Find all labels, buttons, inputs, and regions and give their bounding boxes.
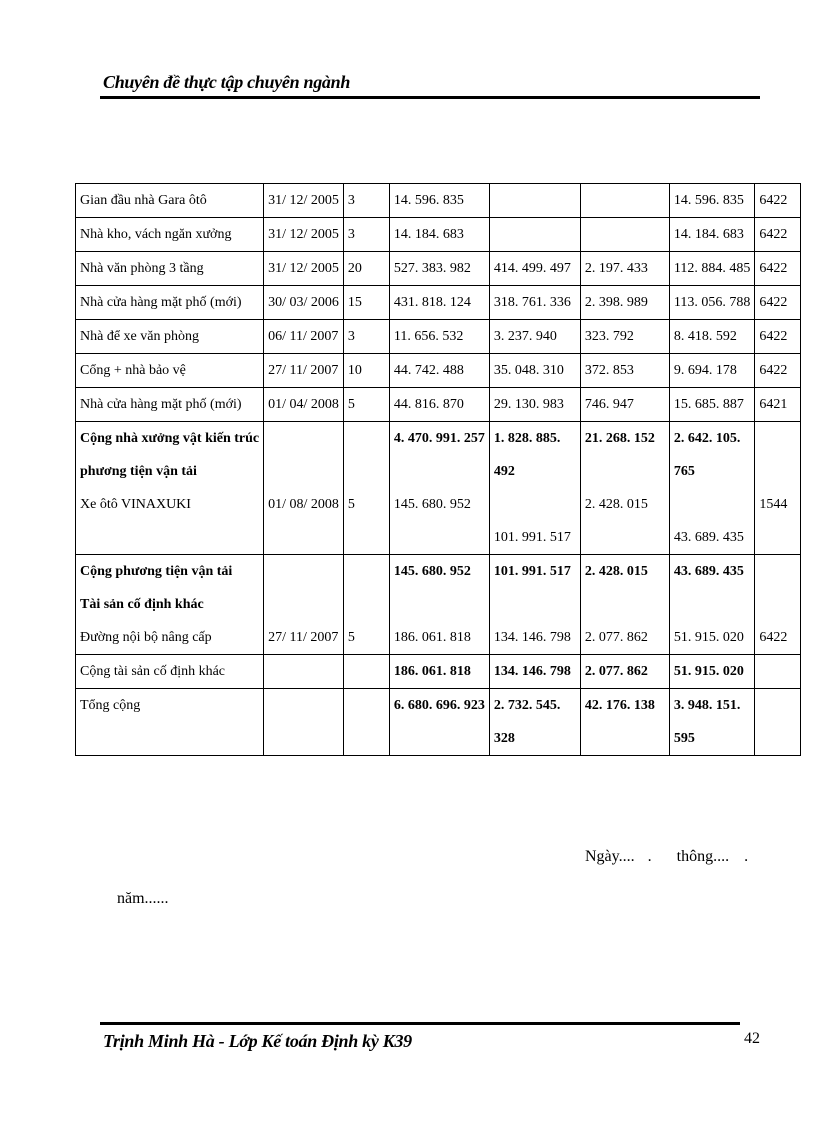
cell-line xyxy=(759,689,796,722)
cell-line xyxy=(674,588,750,621)
cell-line: Đường nội bộ nâng cấp xyxy=(80,630,212,645)
footer-rule xyxy=(100,1022,740,1025)
cell-line xyxy=(759,555,796,588)
cell-line: Cộng phương tiện vận tải xyxy=(80,564,233,579)
cell-line: 27/ 11/ 2007 xyxy=(268,363,339,378)
cell-remaining-value xyxy=(669,422,754,555)
cell-line xyxy=(585,218,665,251)
cell-original-cost xyxy=(389,354,489,388)
cell-asset-name xyxy=(76,286,264,320)
cell-line xyxy=(268,655,339,688)
cell-original-cost xyxy=(389,655,489,689)
cell-line: 29. 130. 983 xyxy=(493,397,564,412)
cell-asset-name xyxy=(76,354,264,388)
cell-accumulated-depreciation xyxy=(489,422,580,555)
cell-years xyxy=(343,354,389,388)
cell-line: Cộng nhà xưởng vật kiến trúc xyxy=(80,431,260,446)
cell-years xyxy=(343,555,389,655)
cell-line xyxy=(759,455,796,488)
table-row xyxy=(76,555,801,655)
signature-date-line xyxy=(585,848,759,866)
cell-line xyxy=(348,588,385,621)
cell-line: 101. 991. 517 xyxy=(493,530,571,545)
cell-monthly-depreciation xyxy=(580,388,669,422)
cell-line: 10 xyxy=(347,363,362,378)
cell-line xyxy=(585,588,665,621)
cell-account-code xyxy=(755,252,801,286)
cell-line: 328 xyxy=(493,731,515,746)
cell-line xyxy=(348,655,385,688)
cell-years xyxy=(343,184,389,218)
cell-line: 113. 056. 788 xyxy=(673,295,751,310)
cell-date xyxy=(264,555,344,655)
cell-remaining-value xyxy=(669,252,754,286)
cell-line xyxy=(494,588,576,621)
cell-line: 145. 680. 952 xyxy=(393,564,471,579)
cell-original-cost xyxy=(389,320,489,354)
cell-line: 3. 948. 151. xyxy=(673,698,741,713)
cell-line: 323. 792 xyxy=(584,329,634,344)
cell-line: Cộng tài sản cố định khác xyxy=(80,664,226,679)
cell-line: 2. 077. 862 xyxy=(584,664,648,679)
cell-line-empty xyxy=(394,722,485,755)
cell-line: 31/ 12/ 2005 xyxy=(268,193,339,208)
cell-remaining-value xyxy=(669,689,754,756)
cell-line: 14. 184. 683 xyxy=(673,227,744,242)
cell-asset-name xyxy=(76,218,264,252)
cell-line: 31/ 12/ 2005 xyxy=(268,261,339,276)
cell-date xyxy=(264,422,344,555)
cell-years xyxy=(343,218,389,252)
cell-line: 6. 680. 696. 923 xyxy=(393,698,485,713)
cell-years xyxy=(343,388,389,422)
cell-line: Tài sản cố định khác xyxy=(80,597,204,612)
table-row xyxy=(76,388,801,422)
cell-account-code xyxy=(755,422,801,555)
cell-line: 06/ 11/ 2007 xyxy=(268,329,339,344)
cell-line: 431. 818. 124 xyxy=(393,295,471,310)
cell-line: 2. 197. 433 xyxy=(584,261,648,276)
cell-line: 6422 xyxy=(759,193,788,208)
date-month-label: thông.... xyxy=(676,848,730,865)
cell-line: 11. 656. 532 xyxy=(393,329,464,344)
cell-monthly-depreciation xyxy=(580,354,669,388)
cell-line: 6422 xyxy=(759,630,788,645)
cell-line: 51. 915. 020 xyxy=(673,664,744,679)
cell-remaining-value xyxy=(669,555,754,655)
cell-date xyxy=(264,320,344,354)
cell-asset-name xyxy=(76,184,264,218)
cell-monthly-depreciation xyxy=(580,655,669,689)
cell-monthly-depreciation xyxy=(580,320,669,354)
cell-account-code xyxy=(755,388,801,422)
cell-line: Nhà để xe văn phòng xyxy=(80,329,199,344)
cell-line: 1. 828. 885. xyxy=(493,431,561,446)
cell-asset-name xyxy=(76,689,264,756)
cell-line: 2. 428. 015 xyxy=(584,497,648,512)
cell-line: 4. 470. 991. 257 xyxy=(393,431,485,446)
cell-account-code xyxy=(755,655,801,689)
cell-line: 414. 499. 497 xyxy=(493,261,571,276)
cell-asset-name xyxy=(76,555,264,655)
cell-line-empty xyxy=(268,722,339,755)
table-row xyxy=(76,286,801,320)
cell-line: 42. 176. 138 xyxy=(584,698,655,713)
cell-monthly-depreciation xyxy=(580,218,669,252)
cell-line: 6422 xyxy=(759,261,788,276)
cell-line: 2. 642. 105. xyxy=(673,431,741,446)
cell-line xyxy=(268,555,339,588)
cell-line: Nhà văn phòng 3 tầng xyxy=(80,261,204,276)
cell-line xyxy=(585,184,665,217)
cell-monthly-depreciation xyxy=(580,689,669,756)
cell-remaining-value xyxy=(669,286,754,320)
cell-monthly-depreciation xyxy=(580,555,669,655)
cell-line: Nhà kho, vách ngăn xưởng xyxy=(80,227,232,242)
cell-date xyxy=(264,218,344,252)
cell-accumulated-depreciation xyxy=(489,184,580,218)
cell-line: Cổng + nhà bảo vệ xyxy=(80,363,186,378)
cell-line-empty xyxy=(80,722,259,755)
cell-line xyxy=(759,588,796,621)
cell-account-code xyxy=(755,286,801,320)
cell-accumulated-depreciation xyxy=(489,320,580,354)
cell-line: 3. 237. 940 xyxy=(493,329,557,344)
cell-original-cost xyxy=(389,252,489,286)
cell-line: 6421 xyxy=(759,397,788,412)
cell-original-cost xyxy=(389,555,489,655)
cell-line xyxy=(348,555,385,588)
cell-line: 2. 428. 015 xyxy=(584,564,648,579)
cell-line: Xe ôtô VINAXUKI xyxy=(80,497,191,512)
cell-line: 43. 689. 435 xyxy=(673,564,744,579)
cell-line: 746. 947 xyxy=(584,397,634,412)
cell-line: phương tiện vận tải xyxy=(80,464,197,479)
cell-line xyxy=(268,422,339,455)
cell-line: 5 xyxy=(347,397,355,412)
page-number: 42 xyxy=(744,1030,760,1047)
cell-account-code xyxy=(755,218,801,252)
cell-asset-name xyxy=(76,422,264,555)
cell-years xyxy=(343,655,389,689)
cell-line: 186. 061. 818 xyxy=(393,664,471,679)
cell-original-cost xyxy=(389,689,489,756)
cell-line: 1544 xyxy=(759,497,788,512)
cell-line: 9. 694. 178 xyxy=(673,363,737,378)
cell-years xyxy=(343,422,389,555)
cell-remaining-value xyxy=(669,655,754,689)
cell-line: 372. 853 xyxy=(584,363,634,378)
cell-date xyxy=(264,655,344,689)
cell-original-cost xyxy=(389,218,489,252)
cell-line: 8. 418. 592 xyxy=(673,329,737,344)
cell-line: 15. 685. 887 xyxy=(673,397,744,412)
footer-author: Trịnh Minh Hà - Lớp Kế toán Định kỳ K39 xyxy=(103,1031,412,1051)
table-row xyxy=(76,354,801,388)
cell-line: 186. 061. 818 xyxy=(393,630,471,645)
cell-line xyxy=(348,422,385,455)
table-row xyxy=(76,689,801,756)
cell-line-empty xyxy=(759,722,796,755)
cell-account-code xyxy=(755,184,801,218)
cell-remaining-value xyxy=(669,218,754,252)
cell-line: 318. 761. 336 xyxy=(493,295,571,310)
cell-line: 2. 732. 545. xyxy=(493,698,561,713)
cell-line: 6422 xyxy=(759,295,788,310)
cell-line xyxy=(268,588,339,621)
cell-date xyxy=(264,354,344,388)
cell-accumulated-depreciation xyxy=(489,252,580,286)
cell-line: 112. 884. 485 xyxy=(673,261,751,276)
cell-line xyxy=(348,689,385,722)
cell-date xyxy=(264,184,344,218)
cell-line: 20 xyxy=(347,261,362,276)
cell-line: Gian đầu nhà Gara ôtô xyxy=(80,193,207,208)
cell-line xyxy=(674,488,750,521)
cell-original-cost xyxy=(389,286,489,320)
cell-line xyxy=(268,455,339,488)
table-row xyxy=(76,655,801,689)
cell-line: 43. 689. 435 xyxy=(673,530,744,545)
cell-line: 3 xyxy=(347,227,355,242)
cell-line: 2. 398. 989 xyxy=(584,295,648,310)
cell-date xyxy=(264,286,344,320)
cell-remaining-value xyxy=(669,320,754,354)
cell-line: 14. 596. 835 xyxy=(393,193,464,208)
cell-line: 14. 184. 683 xyxy=(393,227,464,242)
cell-original-cost xyxy=(389,422,489,555)
cell-line xyxy=(585,455,665,488)
cell-asset-name xyxy=(76,388,264,422)
table-row xyxy=(76,184,801,218)
cell-line: 30/ 03/ 2006 xyxy=(268,295,339,310)
cell-line: 31/ 12/ 2005 xyxy=(268,227,339,242)
cell-line: 3 xyxy=(347,193,355,208)
cell-line: 145. 680. 952 xyxy=(393,497,471,512)
date-day-label: Ngày.... xyxy=(585,848,635,865)
cell-line xyxy=(348,455,385,488)
cell-original-cost xyxy=(389,388,489,422)
date-year-label: năm...... xyxy=(117,890,169,907)
cell-accumulated-depreciation xyxy=(489,388,580,422)
page-header-title: Chuyên đề thực tập chuyên ngành xyxy=(103,72,351,92)
cell-remaining-value xyxy=(669,354,754,388)
cell-line: 101. 991. 517 xyxy=(493,564,571,579)
cell-line: 492 xyxy=(493,464,515,479)
cell-original-cost xyxy=(389,184,489,218)
table-row xyxy=(76,422,801,555)
cell-accumulated-depreciation xyxy=(489,354,580,388)
cell-asset-name xyxy=(76,320,264,354)
fixed-asset-table xyxy=(75,183,801,756)
cell-line: 21. 268. 152 xyxy=(584,431,655,446)
date-separator: . xyxy=(647,848,652,865)
cell-line: 134. 146. 798 xyxy=(493,630,571,645)
cell-line xyxy=(759,422,796,455)
cell-remaining-value xyxy=(669,388,754,422)
cell-accumulated-depreciation xyxy=(489,286,580,320)
cell-line: 5 xyxy=(347,630,355,645)
table-row xyxy=(76,252,801,286)
cell-monthly-depreciation xyxy=(580,252,669,286)
cell-line: 15 xyxy=(347,295,362,310)
cell-line: 527. 383. 982 xyxy=(393,261,471,276)
cell-date xyxy=(264,388,344,422)
table-row xyxy=(76,218,801,252)
cell-monthly-depreciation xyxy=(580,184,669,218)
cell-line: 6422 xyxy=(759,329,788,344)
cell-accumulated-depreciation xyxy=(489,555,580,655)
cell-line xyxy=(494,488,576,521)
cell-line xyxy=(268,689,339,722)
cell-line-empty xyxy=(585,722,665,755)
cell-line: 6422 xyxy=(759,363,788,378)
cell-years xyxy=(343,689,389,756)
cell-line: 595 xyxy=(673,731,695,746)
date-separator: . xyxy=(744,848,749,865)
cell-accumulated-depreciation xyxy=(489,689,580,756)
cell-line xyxy=(394,455,485,488)
cell-line xyxy=(494,184,576,217)
cell-years xyxy=(343,286,389,320)
cell-line: 44. 742. 488 xyxy=(393,363,464,378)
cell-line: 35. 048. 310 xyxy=(493,363,564,378)
cell-remaining-value xyxy=(669,184,754,218)
cell-accumulated-depreciation xyxy=(489,655,580,689)
table-row xyxy=(76,320,801,354)
cell-date xyxy=(264,252,344,286)
cell-line: 6422 xyxy=(759,227,788,242)
cell-line: Nhà cửa hàng mặt phố (mới) xyxy=(80,397,242,412)
cell-date xyxy=(264,689,344,756)
cell-line: Tổng cộng xyxy=(80,698,141,713)
cell-account-code xyxy=(755,320,801,354)
cell-accumulated-depreciation xyxy=(489,218,580,252)
cell-line: 44. 816. 870 xyxy=(393,397,464,412)
cell-line: 51. 915. 020 xyxy=(673,630,744,645)
cell-line: 5 xyxy=(347,497,355,512)
cell-account-code xyxy=(755,555,801,655)
cell-years xyxy=(343,252,389,286)
cell-line: Nhà cửa hàng mặt phố (mới) xyxy=(80,295,242,310)
cell-line: 27/ 11/ 2007 xyxy=(268,630,339,645)
cell-line xyxy=(759,655,796,688)
cell-line: 01/ 08/ 2008 xyxy=(268,497,339,512)
cell-line: 01/ 04/ 2008 xyxy=(268,397,339,412)
cell-asset-name xyxy=(76,252,264,286)
cell-line xyxy=(494,218,576,251)
header-rule xyxy=(100,96,760,99)
cell-years xyxy=(343,320,389,354)
cell-account-code xyxy=(755,354,801,388)
table-body xyxy=(76,184,801,756)
cell-line: 3 xyxy=(347,329,355,344)
cell-monthly-depreciation xyxy=(580,286,669,320)
cell-line: 2. 077. 862 xyxy=(584,630,648,645)
cell-line: 134. 146. 798 xyxy=(493,664,571,679)
cell-line: 14. 596. 835 xyxy=(673,193,744,208)
cell-line xyxy=(394,588,485,621)
cell-asset-name xyxy=(76,655,264,689)
cell-monthly-depreciation xyxy=(580,422,669,555)
cell-line: 765 xyxy=(673,464,695,479)
cell-account-code xyxy=(755,689,801,756)
cell-line-empty xyxy=(348,722,385,755)
